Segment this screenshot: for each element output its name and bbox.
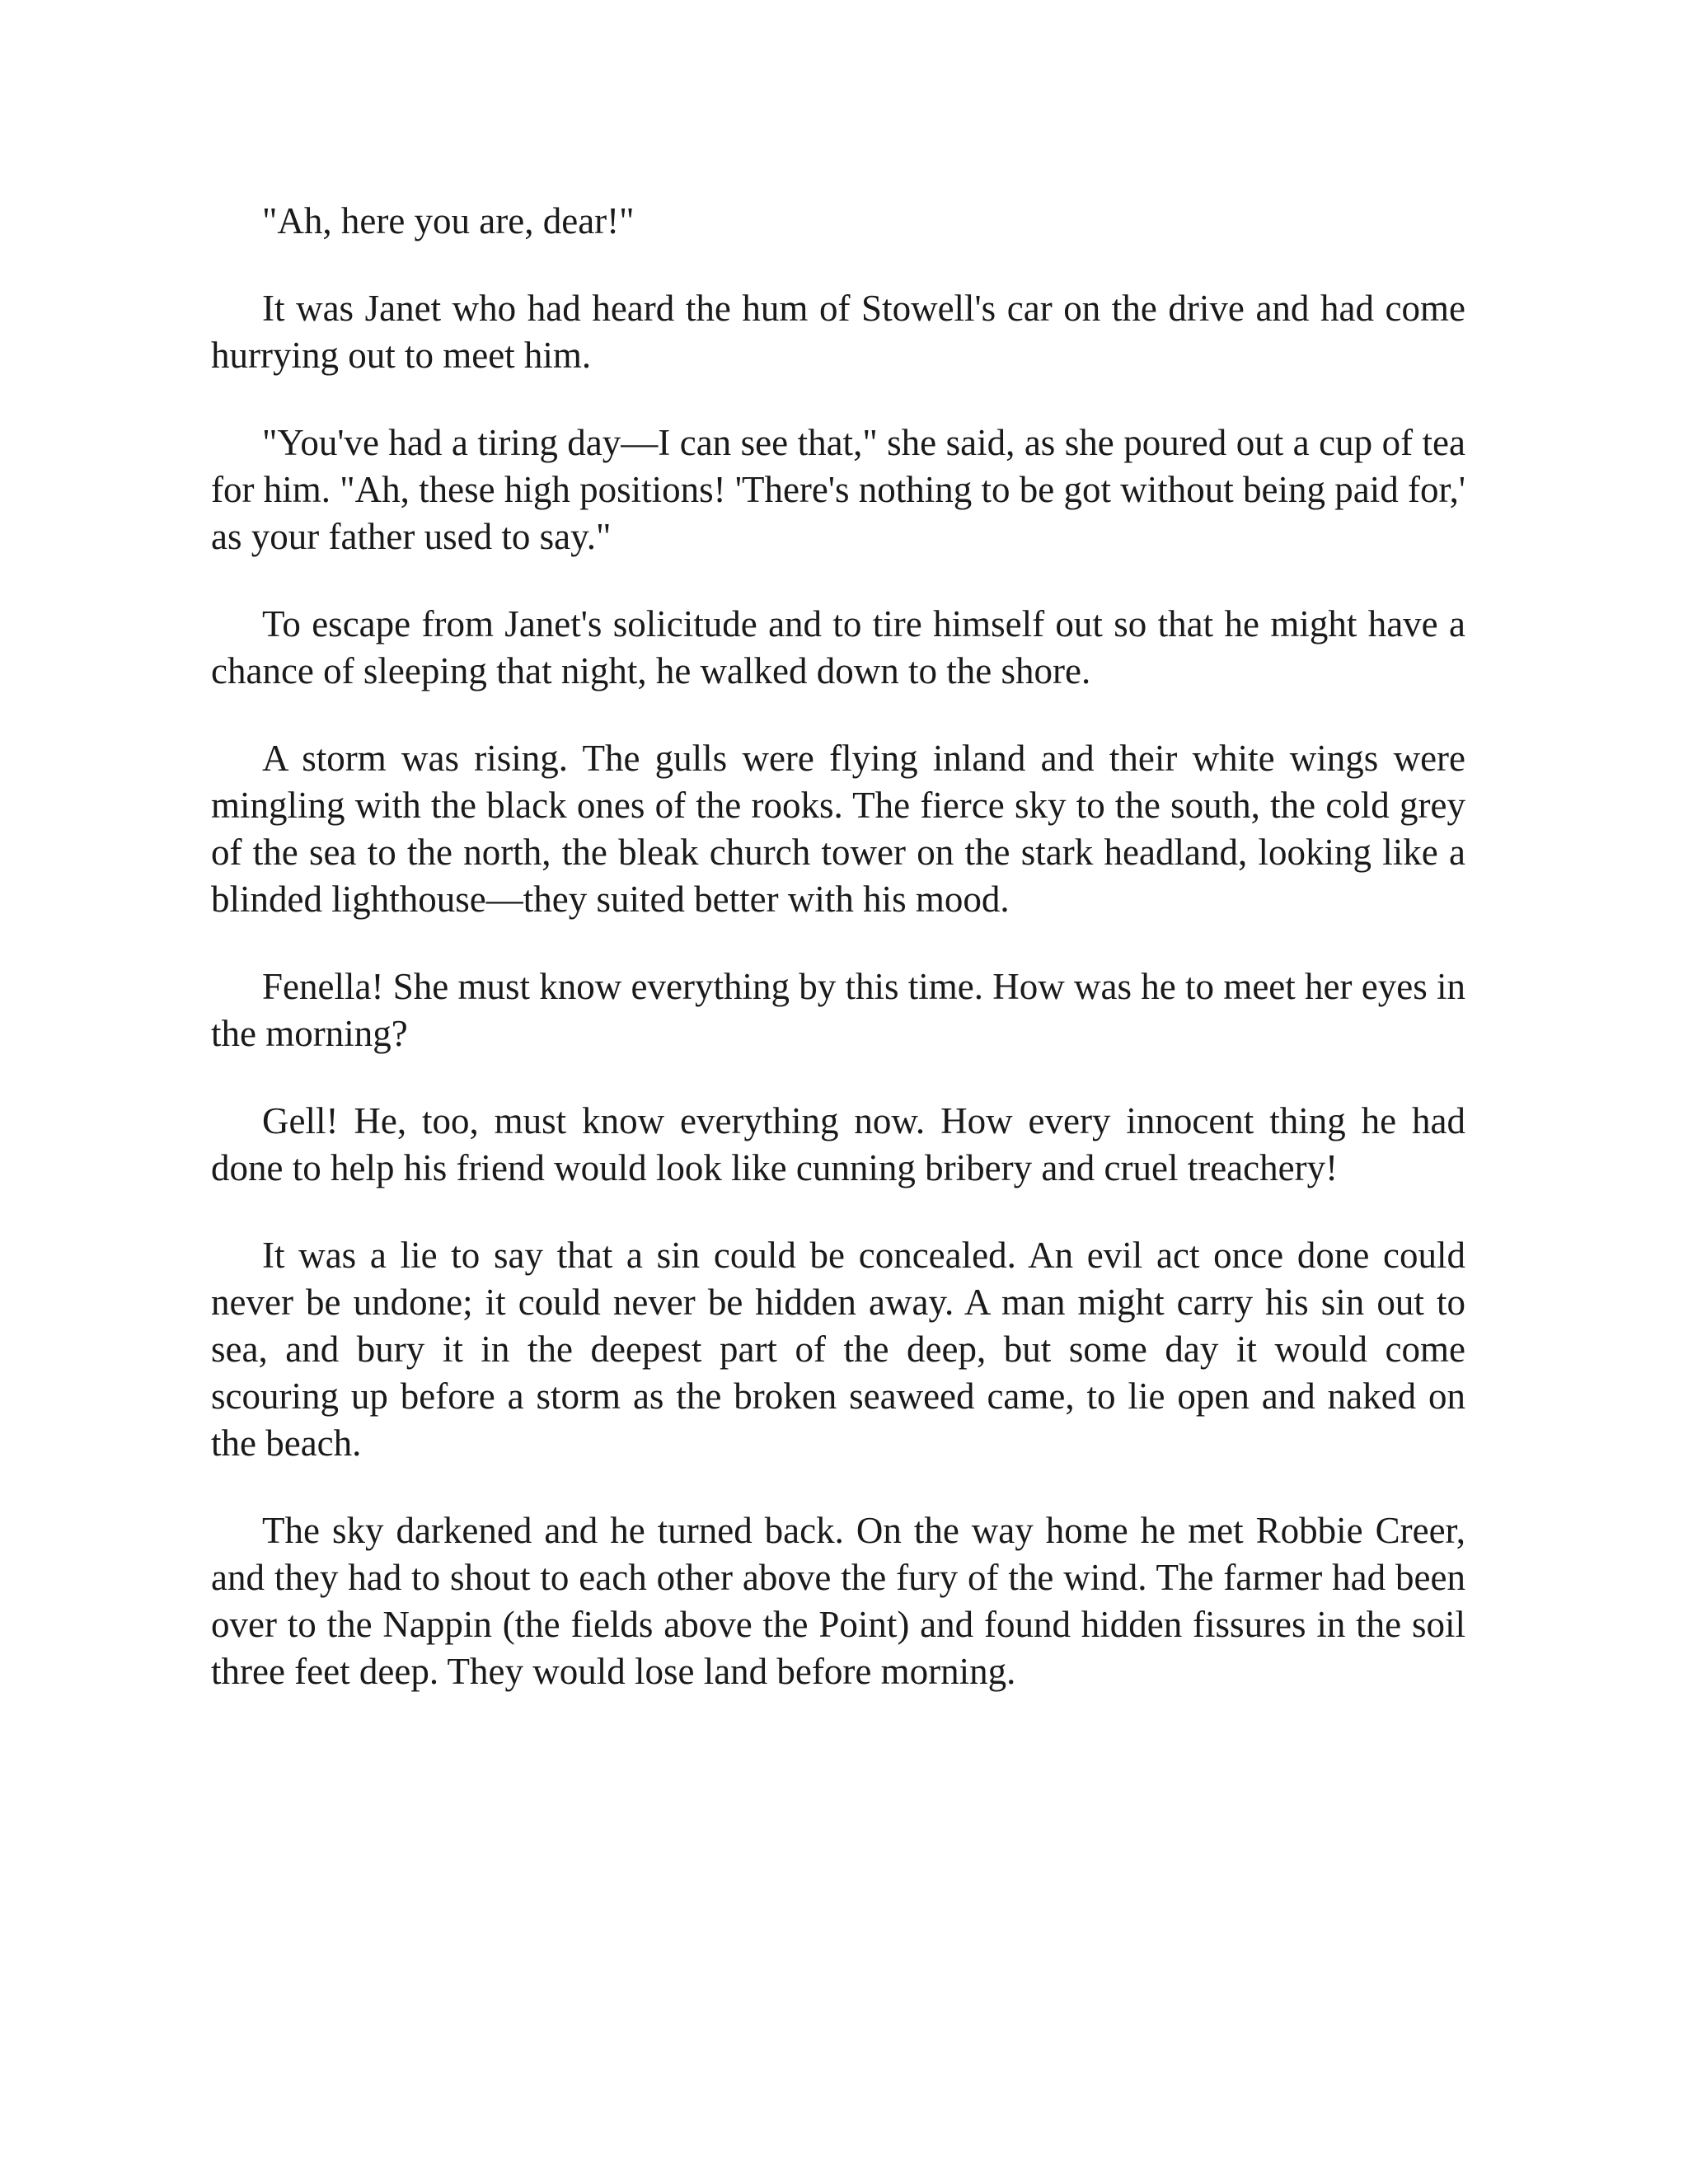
paragraph-7: Gell! He, too, must know everything now. How every innocent thing he had done to help his friend would look like cunning bribery and cruel treachery! bbox=[211, 1100, 1465, 1188]
paragraph-9: The sky darkened and he turned back. On the way home he met Robbie Creer, and they had to shout to each other above the fury of the wind. The farmer had been over to the Nappin (the fields above the Point) and found hidden fissures in the soil three feet deep. They would lose land before morning. bbox=[211, 1510, 1465, 1692]
document-page bbox=[211, 198, 1465, 1736]
paragraph-8: It was a lie to say that a sin could be concealed. An evil act once done could never be undone; it could never be hidden away. A man might carry his sin out to sea, and bury it in the deepest part of the deep, but some day it would come scouring up before a storm as the broken seaweed came, to lie open and naked on the beach. bbox=[211, 1235, 1465, 1464]
paragraph-3: "You've had a tiring day—I can see that," she said, as she poured out a cup of tea for him. "Ah, these high positions! 'There's nothing to be got without being paid for,' as your father used to say." bbox=[211, 422, 1465, 557]
paragraph-1: "Ah, here you are, dear!" bbox=[262, 200, 635, 241]
paragraph-5: A storm was rising. The gulls were flying inland and their white wings were mingling with the black ones of the rooks. The fierce sky to the south, the cold grey of the sea to the north, the bleak church tower on the stark headland, looking like a blinded lighthouse—they suited better with his mood. bbox=[211, 738, 1465, 920]
paragraph-2: It was Janet who had heard the hum of Stowell's car on the drive and had come hurrying out to meet him. bbox=[211, 288, 1465, 376]
paragraph-6: Fenella! She must know everything by this time. How was he to meet her eyes in the morning? bbox=[211, 966, 1465, 1054]
paragraph-4: To escape from Janet's solicitude and to tire himself out so that he might have a chance of sleeping that night, he walked down to the shore. bbox=[211, 603, 1465, 691]
